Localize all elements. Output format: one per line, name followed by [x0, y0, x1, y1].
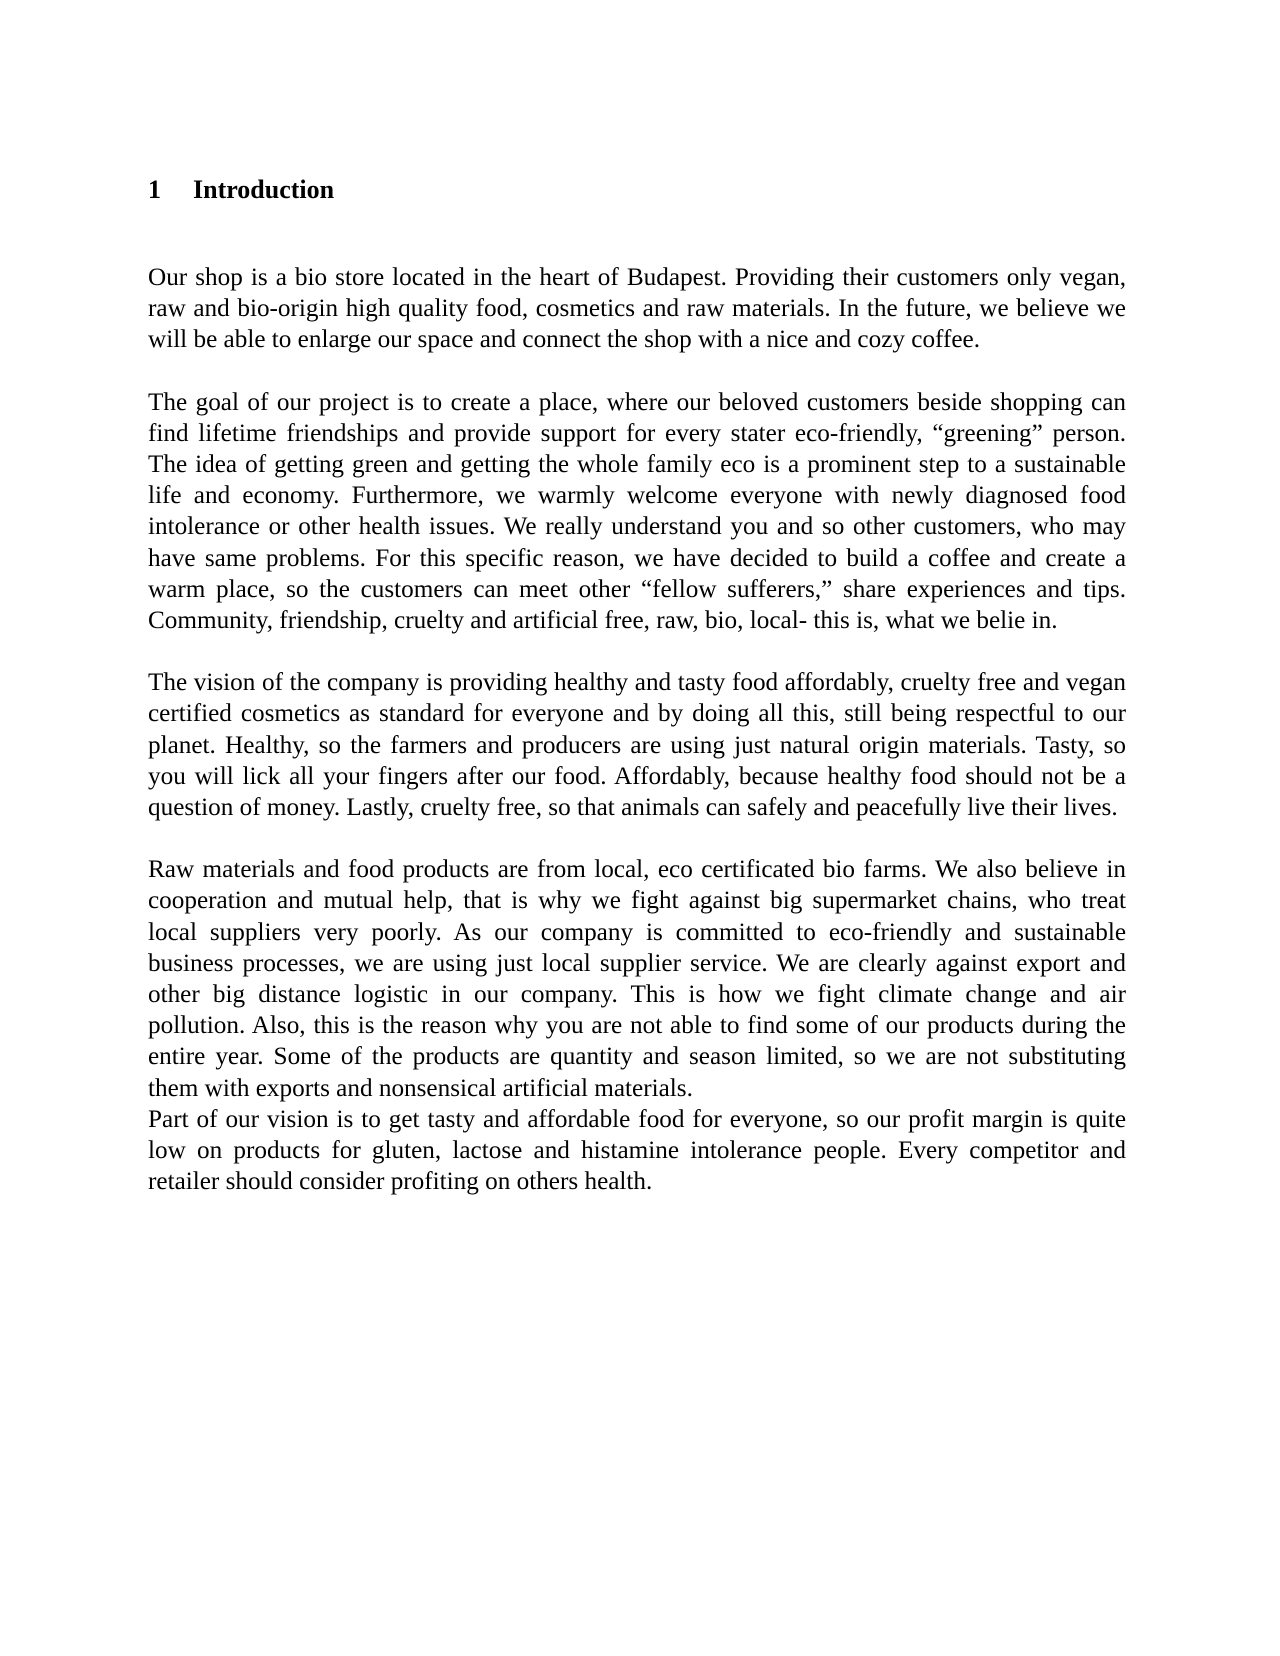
- paragraph-profit-margin: Part of our vision is to get tasty and affordable food for everyone, so our profit margin is quite low on products for gluten, lactose and histamine intolerance people. Every competitor and retailer should consider profiting on others health.: [148, 1105, 1126, 1196]
- document-body: [148, 262, 1126, 1228]
- section-title: Introduction: [193, 175, 335, 204]
- paragraph-vision: The vision of the company is providing healthy and tasty food affordably, cruelty free and vegan certified cosmetics as standard for everyone and by doing all this, still being respectful to our planet. Healthy, so the farmers and producers are using just natural origin materials. Tasty, so you will lick all your fingers after our food. Affordably, because healthy food should not be a question of money. Lastly, cruelty free, so that animals can safely and peacefully live their lives.: [148, 669, 1126, 822]
- paragraph-raw-materials: Raw materials and food products are from local, eco certificated bio farms. We also believe in cooperation and mutual help, that is why we fight against big supermarket chains, who treat local suppliers very poorly. As our company is committed to eco-friendly and sustainable business processes, we are using just local supplier service. We are clearly against export and other big distance logistic in our company. This is how we fight climate change and air pollution. Also, this is the reason why you are not able to find some of our products during the entire year. Some of the products are quantity and season limited, so we are not substituting them with exports and nonsensical artificial materials.: [148, 856, 1126, 1102]
- paragraph-goal: The goal of our project is to create a place, where our beloved customers beside shopping can find lifetime friendships and provide support for every stater eco-friendly, “greening” person. The idea of getting green and getting the whole family eco is a prominent step to a sustainable life and economy. Furthermore, we warmly welcome everyone with newly diagnosed food intolerance or other health issues. We really understand you and so other customers, who may have same problems. For this specific reason, we have decided to build a coffee and create a warm place, so the customers can meet other “fellow sufferers,” share experiences and tips. Community, friendship, cruelty and artificial free, raw, bio, local- this is, what we belie in.: [148, 388, 1126, 635]
- section-heading: [148, 172, 334, 208]
- paragraph-intro: Our shop is a bio store located in the heart of Budapest. Providing their customers only vegan, raw and bio-origin high quality food, cosmetics and raw materials. In the future, we believe we will be able to enlarge our space and connect the shop with a nice and cozy coffee.: [148, 264, 1126, 354]
- section-number: 1: [148, 175, 161, 204]
